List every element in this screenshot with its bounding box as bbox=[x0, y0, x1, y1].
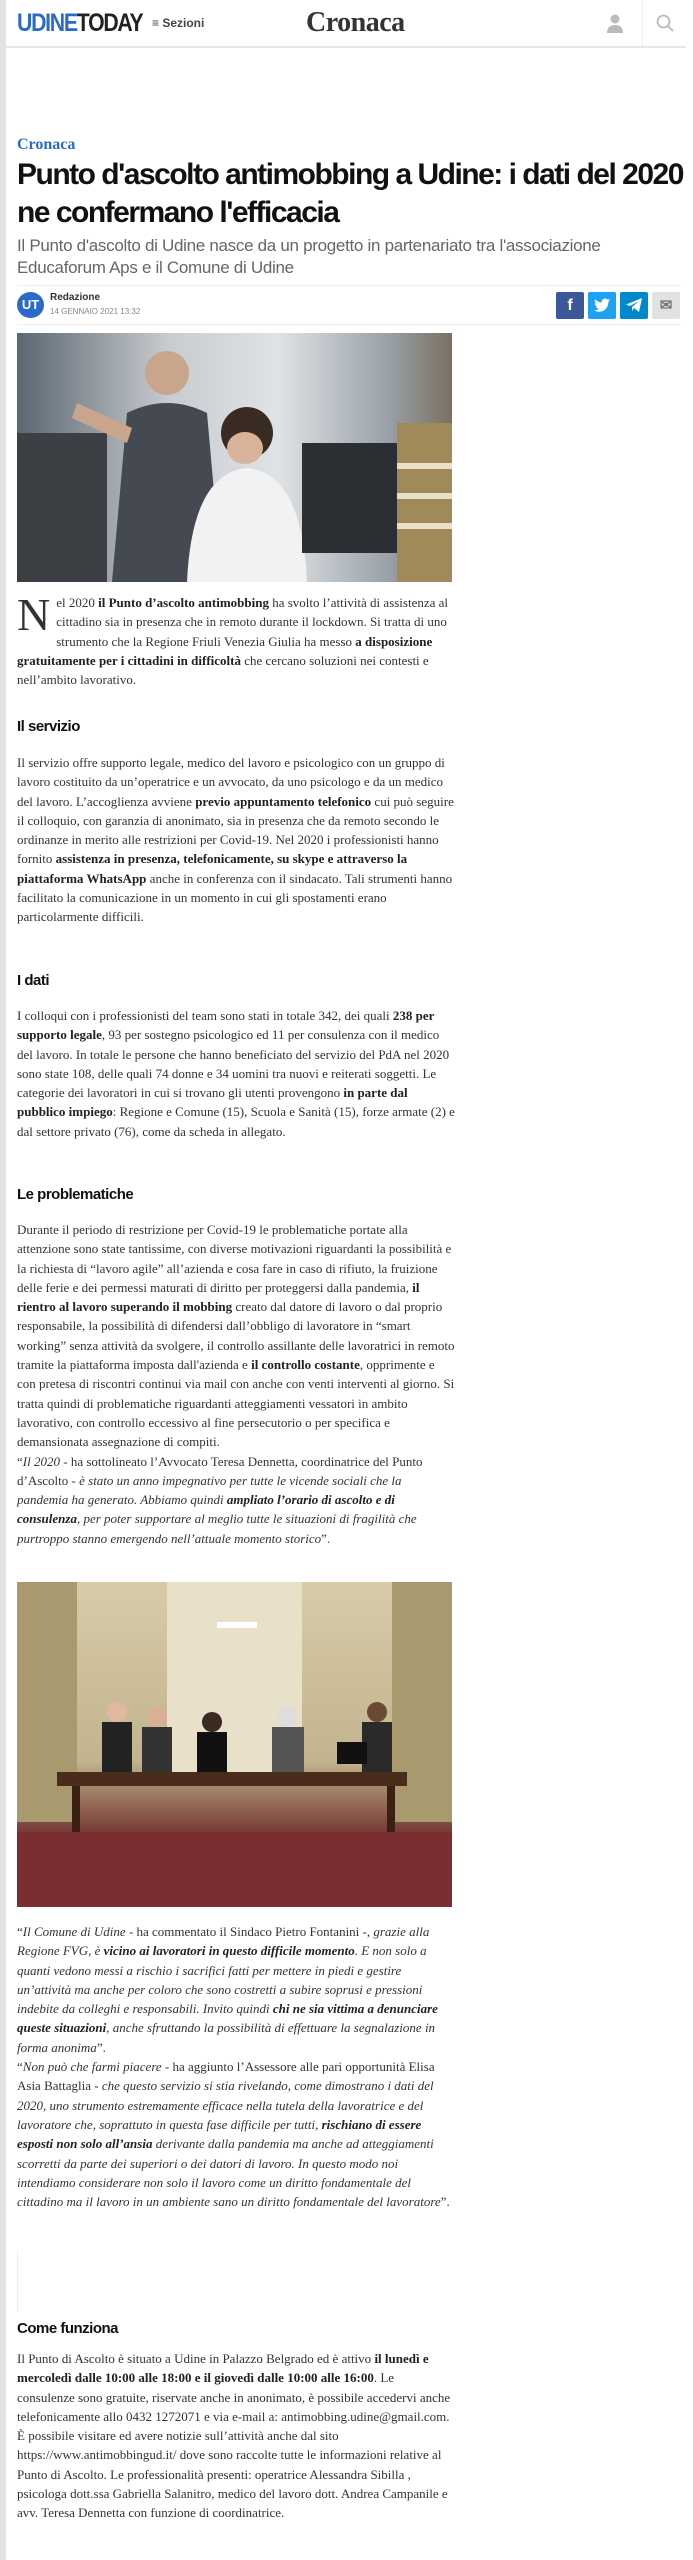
article-image-press-conference bbox=[17, 1582, 452, 1907]
site-header bbox=[6, 0, 686, 48]
search-icon bbox=[656, 14, 674, 32]
heading-dati: I dati bbox=[17, 972, 50, 989]
heading-servizio: Il servizio bbox=[17, 718, 80, 735]
article-title: Punto d'ascolto antimobbing a Udine: i dati del 2020 ne confermano l'efficacia bbox=[17, 158, 683, 229]
intro-paragraph: Nel 2020 il Punto d’ascolto antimobbing ha svolto l’attività di assistenza al cittadino sia in presenza che in remoto durante il lockdown. Si tratta di uno strumento che la Regione Friuli Venezia Giulia ha messo a disposizione gratuitamente per i cittadini in difficoltà che cercano soluzioni nei contesti e nell’ambito lavorativo. bbox=[17, 589, 449, 688]
page-gutter bbox=[0, 0, 6, 2560]
share-telegram-button[interactable] bbox=[620, 292, 648, 319]
quotes-paragraph: “Il Comune di Udine - ha commentato il Sindaco Pietro Fontanini -, grazie alla Regione FVG, è vicino ai lavoratori in questo difficile momento. E non solo a quanti vedono messi a rischio i sacrifici fatti per mettere in piedi e gestire un’attività ma anche per coloro che sono costretti a subire soprusi e pressioni indebite da colleghi e responsabili. Invito quindi chi ne sia vittima a denunciare queste situazioni, anche sfruttando la possibilità di effettuare la segnalazione in forma anonima”. “Non può che farmi piacere - ha aggiunto l’Assessore alle pari opportunità Elisa Asia Battaglia - che questo servizio si stia rivelando, come dimostrano i dati del 2020, uno strumento estremamente efficace nella tutela della lavoratrice e del lavoratore che, soprattuto in questa fase difficile per tutti, rischiano di essere esposti non solo all’ansia derivante dalla pandemia ma anche ad atteggiamenti scorretti da parte dei superiori o dei datori di lavoro. In questo modo noi intendiamo considerare non solo il lavoro come un diritto fondamentale del cittadino ma il lavoro in un ambiente sano un diritto fondamentale del lavoratore”. bbox=[17, 1924, 450, 2210]
byline bbox=[17, 285, 681, 325]
share-facebook-button[interactable] bbox=[556, 292, 584, 319]
facebook-icon: f bbox=[567, 297, 573, 314]
hamburger-icon: ≡ bbox=[152, 16, 163, 30]
dati-paragraph: I colloqui con i professionisti del team sono stati in totale 342, dei quali 238 per supporto legale, 93 per sostegno psicologico ed 11 per consulenza con il medico del lavoro. In totale le persone che hanno beneficiato del servizio del PdA nel 2020 sono state 108, delle quali 74 donne e 34 uomini tra nuovi e reiterati soggetti. Le categorie dei lavoratori in cui si trovano gli utenti provengono in parte dal pubblico impiego: Regione e Comune (15), Scuola e Sanità (15), forze armate (2) e dal settore privato (76), come da scheda in allegato. bbox=[17, 1008, 455, 1139]
telegram-icon bbox=[626, 298, 642, 312]
come-funziona-paragraph: Il Punto di Ascolto è situato a Udine in Palazzo Belgrado ed è attivo il lunedì e mercoledì dalle 10:00 alle 18:00 e il giovedì dalle 10:00 alle 16:00. Le consulenze sono gratuite, riservate anche in anonimato, è possibile accedervi anche telefonicamente allo 0432 1272071 e via e-mail a: antimobbing.udine@gmail.com. È possibile visitare ed avere notizie sull’attività anche dal sito https://www.antimobbingud.it/ dove sono raccolte tutte le informazioni relative al Punto di Ascolto. Le professionalità presenti: operatrice Alessandra Sibilla , psicologa dott.ssa Gabriella Salanitro, medico del lavoro dott. Andrea Campanile e avv. Teresa Dennetta con funzione di coordinatrice. bbox=[17, 2351, 451, 2521]
share-email-button[interactable] bbox=[652, 292, 680, 319]
article-category[interactable]: Cronaca bbox=[17, 136, 76, 153]
author-avatar: UT bbox=[17, 292, 44, 318]
share-twitter-button[interactable] bbox=[588, 292, 616, 319]
search-button[interactable] bbox=[642, 0, 686, 46]
mail-icon: ✉ bbox=[659, 297, 673, 314]
servizio-paragraph: Il servizio offre supporto legale, medico del lavoro e psicologico con un gruppo di lavoro costituito da un’operatrice e un avvocato, da uno psicologo e da un medico del lavoro. L’accoglienza avviene previo appuntamento telefonico cui può seguire il colloquio, con garanzia di anonimato, sia in presenza che da remoto secondo le ordinanze in merito alle restrizioni per Covid-19. Nel 2020 i professionisti hanno fornito assistenza in presenza, telefonicamente, su skype e attraverso la piattaforma WhatsApp anche in conferenza con il sindacato. Tali strumenti hanno facilitato la comunicazione in un momento in cui gli spostamenti erano particolarmente difficili. bbox=[17, 755, 454, 925]
ad-placeholder bbox=[17, 2250, 18, 2312]
twitter-icon bbox=[594, 298, 610, 312]
heading-come-funziona: Come funziona bbox=[17, 2320, 118, 2337]
user-icon[interactable] bbox=[606, 13, 628, 35]
sections-menu-button[interactable]: ≡ Sezioni bbox=[152, 16, 205, 30]
publish-date: 14 GENNAIO 2021 13:32 bbox=[50, 307, 141, 316]
section-title: Cronaca bbox=[306, 7, 405, 38]
article-subtitle: Il Punto d'ascolto di Udine nasce da un progetto in partenariato tra l'associazione Educaforum Aps e il Comune di Udine bbox=[17, 236, 601, 277]
heading-problematiche: Le problematiche bbox=[17, 1186, 134, 1203]
article-image-stress-office bbox=[17, 333, 452, 582]
site-logo[interactable]: UDINETODAY bbox=[17, 9, 143, 37]
problematiche-paragraph: Durante il periodo di restrizione per Covid-19 le problematiche portate alla attenzione sono state tantissime, con diverse motivazioni riguardanti la possibilità e la richiesta di “lavoro agile” all’azienda e cosa fare in caso di rifiuto, la fruizione delle ferie e dei permessi maturati di diritto per proteggersi dalla pandemia, il rientro al lavoro superando il mobbing creato dal datore di lavoro o dal proprio responsabile, la possibilità di difendersi dall’obbligo di lavoratore in “smart working” senza attività da svolgere, il controllo assillante delle lavoratrici in remoto tramite la piattaforma imposta dall'azienda e il controllo costante, opprimente e con pretesa di riscontri continui via mail con anche con venti interventi al giorno. Si tratta quindi di problematiche riguardanti atteggiamenti vessatori in ambito lavorativo, con controllo eccessivo al fine persecutorio o per specifica e demansionata assegnazione di compiti. “Il 2020 - ha sottolineato l’Avvocato Teresa Dennetta, coordinatrice del Punto d’Ascolto - è stato un anno impegnativo per tutte le vicende sociali che la pandemia ha generato. Abbiamo quindi ampliato l’orario di ascolto e di consulenza, per poter supportare al meglio tutte le situazioni di fragilità che purtroppo stanno emergendo nell’attuale momento storico”. bbox=[17, 1222, 455, 1546]
author-name[interactable]: Redazione bbox=[50, 292, 101, 303]
